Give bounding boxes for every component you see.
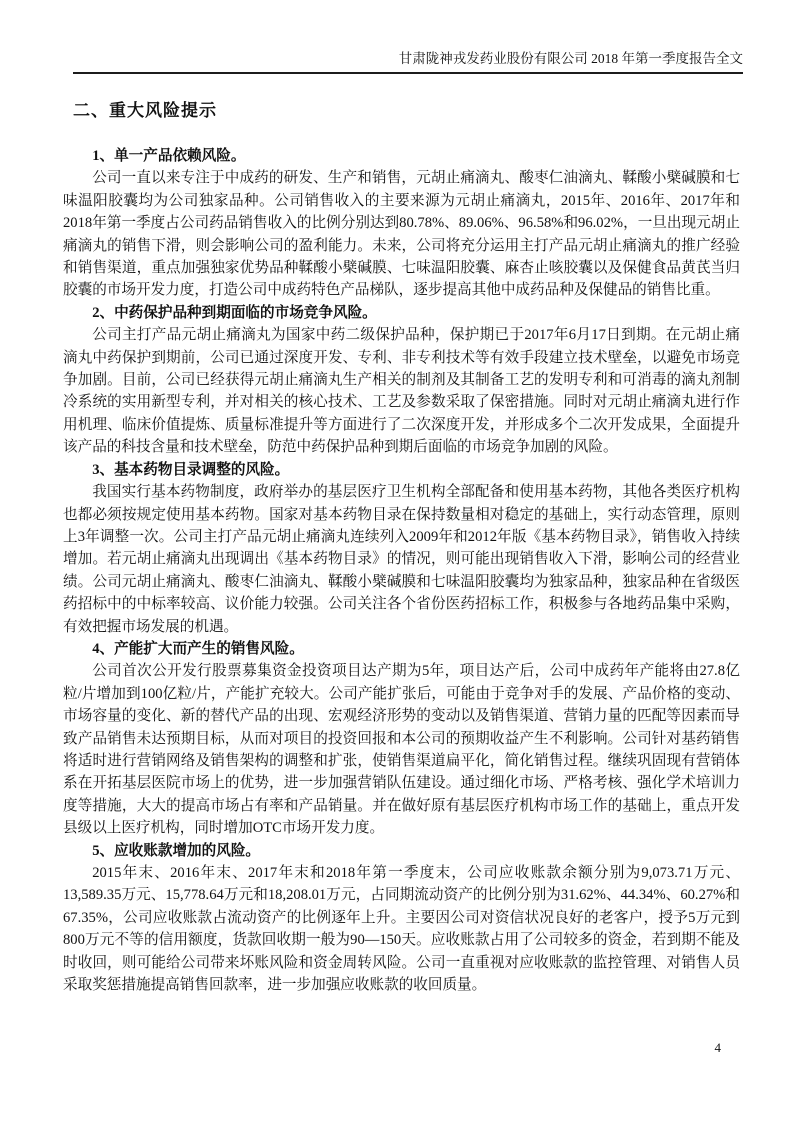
risk-heading-1: 1、单一产品依赖风险。 [92,148,246,164]
page-number: 4 [714,1040,721,1055]
section-title-major-risk-warning: 二、重大风险提示 [73,101,217,120]
risk-body-1: 公司一直以来专注于中成药的研发、生产和销售，元胡止痛滴丸、酸枣仁油滴丸、鞣酸小檗碱膜和七味温阳胶囊均为公司独家品种。公司销售收入的主要来源为元胡止痛滴丸，2015年、2016年、2017年和2018年第一季度占公司药品销售收入的比例分别达到80.78%、89.06%、96.58%和96.02%，一旦出现元胡止痛滴丸的销售下滑，则会影响公司的盈利能力。未来，公司将充分运用主打产品元胡止痛滴丸的推广经验和销售渠道，重点加强独家优势品种鞣酸小檗碱膜、七味温阳胶囊、麻杏止咳胶囊以及保健食品黄芪当归胶囊的市场开发力度，打造公司中成药特色产品梯队，逐步提高其他中成药品种及保健品的销售比重。 [63,170,740,299]
risk-body-2: 公司主打产品元胡止痛滴丸为国家中药二级保护品种，保护期已于2017年6月17日到期。在元胡止痛滴丸中药保护到期前，公司已通过深度开发、专利、非专利技术等有效手段建立技术壁垒，以避免市场竞争加剧。目前，公司已经获得元胡止痛滴丸生产相关的制剂及其制备工艺的发明专利和可消毒的滴丸剂制冷系统的实用新型专利，并对相关的核心技术、工艺及参数采取了保密措施。同时对元胡止痛滴丸进行作用机理、临床价值提炼、质量标准提升等方面进行了二次深度开发，并形成多个二次开发成果，全面提升该产品的科技含量和技术壁垒，防范中药保护品种到期后面临的市场竞争加剧的风险。 [63,327,740,456]
risk-item-4 [63,638,740,840]
risk-item-2 [63,302,740,459]
risk-heading-4: 4、产能扩大而产生的销售风险。 [92,640,304,657]
risk-heading-2: 2、中药保护品种到期面临的市场竞争风险。 [92,304,377,321]
risk-body-5: 2015年末、2016年末、2017年末和2018年第一季度末，公司应收账款余额分别为9,073.71万元、13,589.35万元、15,778.64万元和18,208.01万元，占同期流动资产的比例分别为31.62%、44.34%、60.27%和67.35%，公司应收账款占流动资产的比例逐年上升。主要因公司对资信状况良好的老客户，授予5万元到800万元不等的信用额度，货款回收期一般为90—150天。应收账款占用了公司较多的资金，若到期不能及时收回，则可能给公司带来坏账风险和资金周转风险。公司一直重视对应收账款的监控管理、对销售人员采取奖惩措施提高销售回款率，进一步加强应收账款的收回质量。 [63,865,740,994]
document-header: 甘肃陇神戎发药业股份有限公司 2018 年第一季度报告全文 [73,50,743,74]
page-content [63,92,740,996]
risk-body-3: 我国实行基本药物制度，政府举办的基层医疗卫生机构全部配备和使用基本药物，其他各类医疗机构也都必须按规定使用基本药物。国家对基本药物目录在保持数量相对稳定的基础上，实行动态管理，原则上3年调整一次。公司主打产品元胡止痛滴丸连续列入2009年和2012年版《基本药物目录》，销售收入持续增加。若元胡止痛滴丸出现调出《基本药物目录》的情况，则可能出现销售收入下滑，影响公司的经营业绩。公司元胡止痛滴丸、酸枣仁油滴丸、鞣酸小檗碱膜和七味温阳胶囊均为独家品种，独家品种在省级医药招标中的中标率较高、议价能力较强。公司关注各个省份医药招标工作，积极参与各地药品集中采购，有效把握市场发展的机遇。 [63,484,740,635]
risk-heading-3: 3、基本药物目录调整的风险。 [92,461,290,478]
risk-item-3 [63,459,740,638]
risk-item-5 [63,840,740,997]
risk-body-4: 公司首次公开发行股票募集资金投资项目达产期为5年，项目达产后，公司中成药年产能将由27.8亿粒/片增加到100亿粒/片，产能扩充较大。公司产能扩张后，可能由于竞争对手的发展、产品价格的变动、市场容量的变化、新的替代产品的出现、宏观经济形势的变动以及销售渠道、营销力量的匹配等因素而导致产品销售未达预期目标，从而对项目的投资回报和本公司的预期收益产生不利影响。公司针对基药销售将适时进行营销网络及销售架构的调整和扩张，使销售渠道扁平化，简化销售过程。继续巩固现有营销体系在开拓基层医院市场上的优势，进一步加强营销队伍建设。通过细化市场、严格考核、强化学术培训力度等措施，大大的提高市场占有率和产品销量。并在做好原有基层医疗机构市场工作的基础上，重点开发县级以上医疗机构，同时增加OTC市场开发力度。 [63,663,740,837]
risk-heading-5: 5、应收账款增加的风险。 [92,842,261,859]
risk-item-1 [63,145,740,302]
